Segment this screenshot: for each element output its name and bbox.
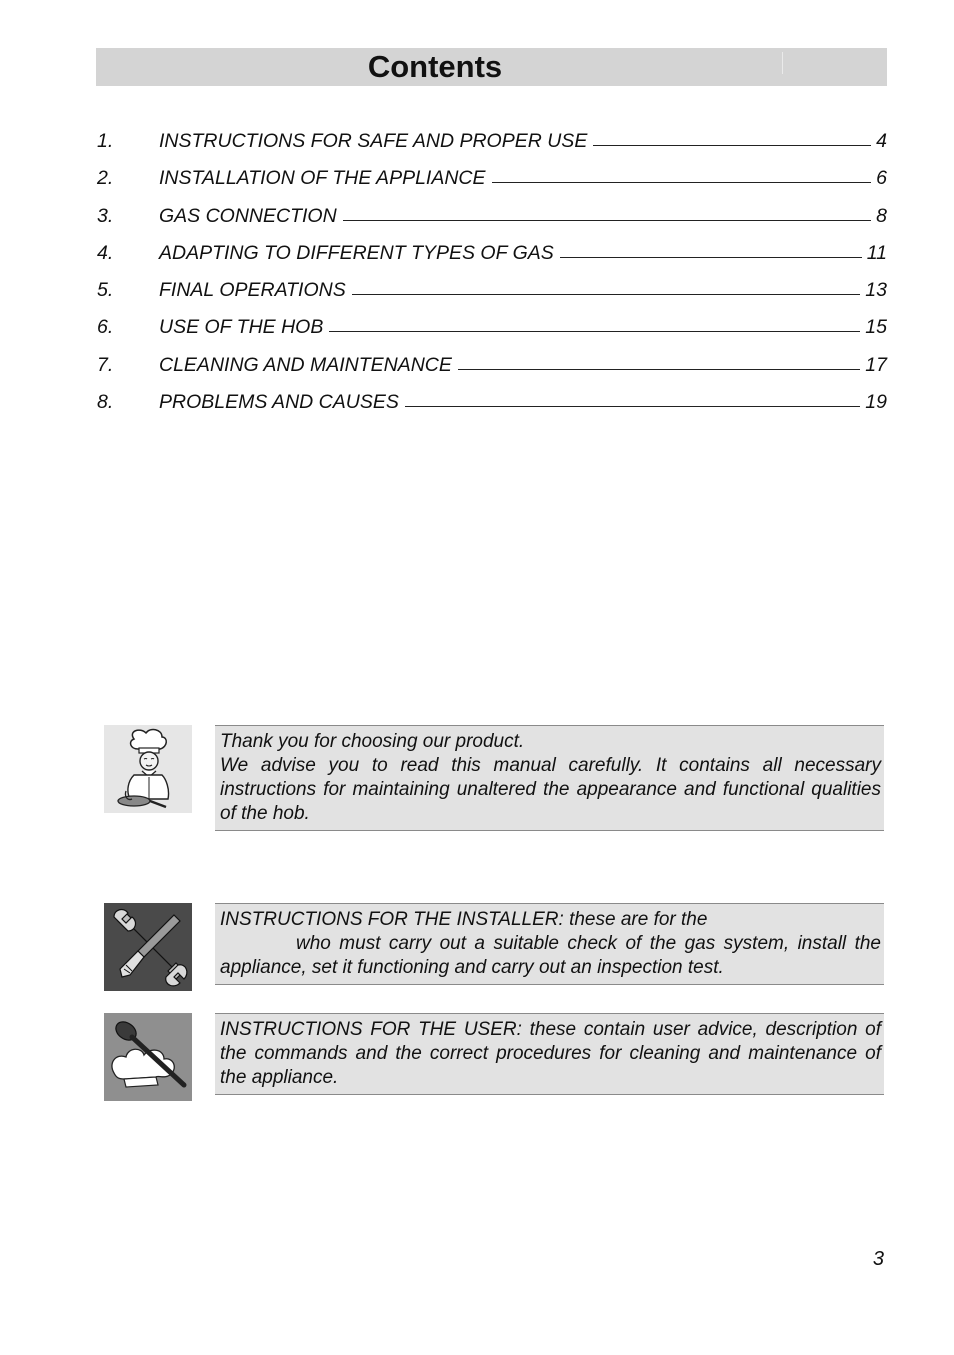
toc-page: 6 bbox=[876, 167, 887, 190]
toc-leader bbox=[458, 369, 860, 370]
toc-number: 6. bbox=[97, 316, 114, 339]
contents-title-bar bbox=[96, 48, 887, 86]
toc-number: 8. bbox=[97, 391, 114, 414]
toc-leader bbox=[492, 182, 872, 183]
chef-icon bbox=[104, 725, 192, 813]
toc-page: 11 bbox=[866, 241, 887, 264]
toc-page: 13 bbox=[865, 279, 887, 302]
toc-entry[interactable] bbox=[97, 279, 887, 316]
toc-page: 8 bbox=[876, 204, 887, 227]
toc-title: INSTRUCTIONS FOR SAFE AND PROPER USE bbox=[159, 130, 588, 152]
toc-page: 4 bbox=[876, 130, 887, 152]
toc-number: 4. bbox=[97, 241, 114, 264]
toc-page: 17 bbox=[865, 353, 887, 376]
thank-you-text bbox=[215, 725, 884, 831]
installer-text-part1: INSTRUCTIONS FOR THE INSTALLER: these are for the bbox=[220, 909, 708, 930]
installer-text-part2: who must carry out a suitable check of the gas system, install the appliance, set it functioning and carry out an inspection test. bbox=[220, 933, 881, 978]
toc-leader bbox=[405, 406, 860, 407]
toc-entry[interactable] bbox=[97, 205, 887, 242]
toc-entry[interactable] bbox=[97, 391, 887, 428]
toc-leader bbox=[560, 257, 862, 258]
toc-leader bbox=[593, 145, 871, 146]
toc-leader bbox=[329, 331, 860, 332]
toc-title: USE OF THE HOB bbox=[159, 316, 324, 339]
toc-number: 1. bbox=[97, 130, 114, 152]
toc-title: GAS CONNECTION bbox=[159, 204, 337, 227]
thank-you-line: Thank you for choosing our product. bbox=[220, 731, 525, 752]
toc-title: FINAL OPERATIONS bbox=[159, 279, 346, 302]
toc-page: 19 bbox=[865, 391, 887, 414]
page-title: Contents bbox=[367, 49, 503, 84]
toc-entry[interactable] bbox=[97, 130, 887, 167]
spoon-chef-hat-icon bbox=[104, 1013, 192, 1101]
toc-leader bbox=[343, 220, 871, 221]
toc-page: 15 bbox=[865, 316, 887, 339]
page-number: 3 bbox=[872, 1248, 884, 1270]
title-bar-divider bbox=[782, 52, 783, 74]
user-text bbox=[215, 1013, 884, 1095]
toc-entry[interactable] bbox=[97, 242, 887, 279]
toc-number: 5. bbox=[97, 279, 114, 302]
toc-entry[interactable] bbox=[97, 316, 887, 353]
installer-text bbox=[215, 903, 884, 985]
tools-icon bbox=[104, 903, 192, 991]
toc-number: 3. bbox=[97, 204, 114, 227]
toc-title: PROBLEMS AND CAUSES bbox=[159, 391, 399, 414]
toc-entry[interactable] bbox=[97, 354, 887, 391]
toc-title: CLEANING AND MAINTENANCE bbox=[159, 353, 452, 376]
toc-leader bbox=[352, 294, 861, 295]
toc-title: INSTALLATION OF THE APPLIANCE bbox=[159, 167, 486, 190]
table-of-contents bbox=[97, 130, 887, 428]
toc-number: 7. bbox=[97, 353, 114, 376]
user-text-body: INSTRUCTIONS FOR THE USER: these contain user advice, description of the commands and the correct procedures for cleaning and maintenance of the appliance. bbox=[220, 1019, 881, 1088]
toc-entry[interactable] bbox=[97, 167, 887, 204]
toc-number: 2. bbox=[97, 167, 114, 190]
advice-paragraph: We advise you to read this manual carefully. It contains all necessary instructions for maintaining unaltered the appearance and functional qualities of the hob. bbox=[220, 755, 881, 824]
toc-title: ADAPTING TO DIFFERENT TYPES OF GAS bbox=[159, 241, 554, 264]
